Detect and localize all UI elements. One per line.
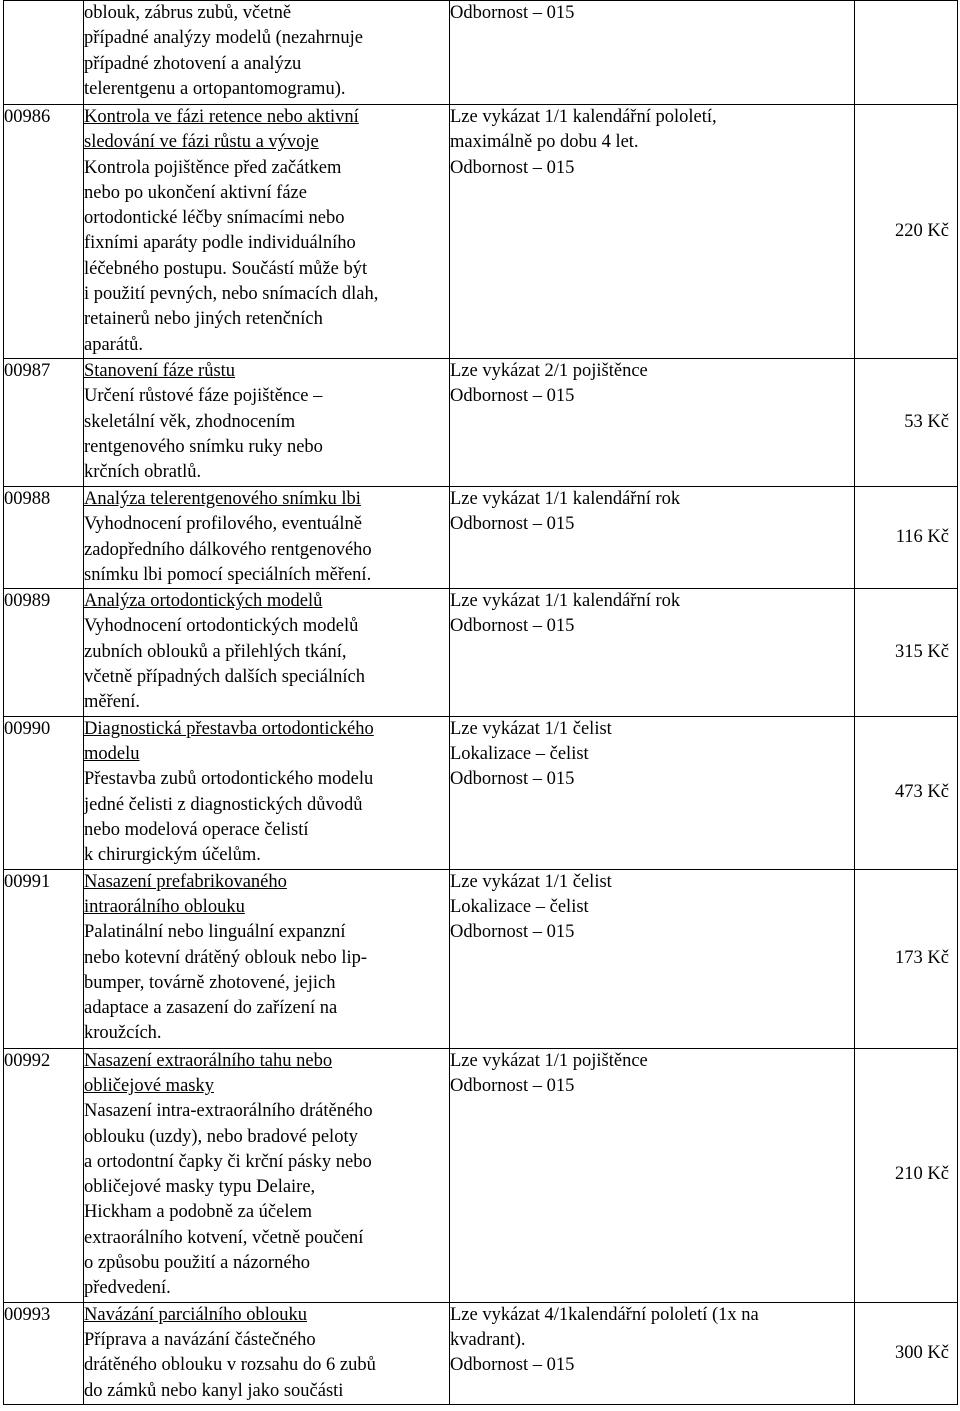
procedure-description-line: zadopředního dálkového rentgenového bbox=[84, 539, 372, 560]
procedure-description-line: aparátů. bbox=[84, 334, 144, 355]
procedure-description-line: nebo kotevní drátěný oblouk nebo lip- bbox=[84, 947, 368, 968]
billing-rule-line: Lze vykázat 1/1 pojištěnce bbox=[450, 1050, 648, 1071]
procedure-description-line: adaptace a zasazení do zařízení na bbox=[84, 998, 338, 1019]
fee-schedule-body bbox=[4, 1, 958, 1405]
table-row bbox=[4, 1, 958, 105]
procedure-price: 315 Kč bbox=[855, 589, 958, 716]
procedure-code: 00989 bbox=[4, 589, 84, 716]
procedure-description-line: retainerů nebo jiných retenčních bbox=[84, 309, 323, 330]
table-row bbox=[4, 1048, 958, 1302]
procedure-title-line: Stanovení fáze růstu bbox=[84, 360, 236, 381]
billing-rule-line: Lze vykázat 1/1 kalendářní rok bbox=[450, 488, 681, 509]
billing-rule-line: kvadrant). bbox=[450, 1329, 526, 1350]
procedure-description-line: fixními aparáty podle individuálního bbox=[84, 233, 356, 254]
billing-rule-line: Lze vykázat 1/1 čelist bbox=[450, 871, 612, 892]
procedure-code: 00993 bbox=[4, 1302, 84, 1404]
procedure-code: 00991 bbox=[4, 869, 84, 1048]
procedure-description-line: rentgenového snímku ruky nebo bbox=[84, 436, 323, 457]
procedure-description-line: nebo modelová operace čelistí bbox=[84, 819, 309, 840]
procedure-code: 00988 bbox=[4, 486, 84, 588]
billing-rule-line: Lze vykázat 2/1 pojištěnce bbox=[450, 360, 648, 381]
billing-rules bbox=[450, 1048, 855, 1302]
procedure-title-line: modelu bbox=[84, 743, 140, 764]
billing-rules bbox=[450, 358, 855, 486]
procedure-description-line: Palatinální nebo linguální expanzní bbox=[84, 922, 346, 943]
billing-rule-line: Lze vykázat 1/1 čelist bbox=[450, 718, 612, 739]
procedure-title-line: obličejové masky bbox=[84, 1075, 214, 1096]
billing-rule-line: Lokalizace – čelist bbox=[450, 743, 589, 764]
procedure-code bbox=[4, 1, 84, 105]
procedure-code: 00990 bbox=[4, 716, 84, 869]
table-row bbox=[4, 486, 958, 588]
procedure-description bbox=[84, 105, 450, 359]
billing-rule-line: Odbornost – 015 bbox=[450, 1075, 575, 1096]
procedure-title-line: Analýza telerentgenového snímku lbi bbox=[84, 488, 361, 509]
procedure-description bbox=[84, 1, 450, 105]
procedure-description-line: léčebného postupu. Součástí může být bbox=[84, 258, 368, 279]
procedure-description bbox=[84, 1048, 450, 1302]
procedure-code: 00992 bbox=[4, 1048, 84, 1302]
procedure-description bbox=[84, 589, 450, 716]
procedure-description-line: oblouk, zábrus zubů, včetně bbox=[84, 3, 292, 23]
procedure-code: 00986 bbox=[4, 105, 84, 359]
table-row bbox=[4, 358, 958, 486]
billing-rule-line: Odbornost – 015 bbox=[450, 922, 575, 943]
billing-rule-line: Odbornost – 015 bbox=[450, 769, 575, 790]
billing-rule-line: Odbornost – 015 bbox=[450, 1355, 575, 1376]
procedure-description-line: ortodontické léčby snímacími nebo bbox=[84, 208, 345, 229]
procedure-description bbox=[84, 1302, 450, 1404]
procedure-title-line: sledování ve fázi růstu a vývoje bbox=[84, 132, 319, 153]
procedure-description-line: předvedení. bbox=[84, 1278, 171, 1299]
procedure-description-line: obličejové masky typu Delaire, bbox=[84, 1177, 316, 1198]
procedure-description-line: Hickham a podobně za účelem bbox=[84, 1202, 313, 1223]
procedure-description bbox=[84, 716, 450, 869]
procedure-description-line: i použití pevných, nebo snímacích dlah, bbox=[84, 284, 379, 305]
procedure-price: 220 Kč bbox=[855, 105, 958, 359]
procedure-description-line: bumper, továrně zhotovené, jejich bbox=[84, 972, 336, 993]
procedure-code: 00987 bbox=[4, 358, 84, 486]
table-row bbox=[4, 869, 958, 1048]
procedure-title-line: Navázání parciálního oblouku bbox=[84, 1304, 307, 1325]
procedure-price: 210 Kč bbox=[855, 1048, 958, 1302]
billing-rule-line: Odbornost – 015 bbox=[450, 3, 575, 23]
procedure-price: 116 Kč bbox=[855, 486, 958, 588]
billing-rule-line: Lze vykázat 1/1 kalendářní rok bbox=[450, 591, 681, 612]
procedure-description-line: zubních oblouků a přilehlých tkání, bbox=[84, 641, 347, 662]
procedure-description-line: snímku lbi pomocí speciálních měření. bbox=[84, 564, 372, 585]
procedure-description-line: oblouku (uzdy), nebo bradové peloty bbox=[84, 1126, 358, 1147]
procedure-description-line: jedné čelisti z diagnostických důvodů bbox=[84, 794, 363, 815]
billing-rule-line: Odbornost – 015 bbox=[450, 616, 575, 637]
billing-rules bbox=[450, 486, 855, 588]
procedure-description-line: Kontrola pojištěnce před začátkem bbox=[84, 157, 342, 178]
table-row bbox=[4, 716, 958, 869]
procedure-description-line: měření. bbox=[84, 692, 140, 713]
billing-rules bbox=[450, 105, 855, 359]
billing-rules bbox=[450, 716, 855, 869]
procedure-price: 473 Kč bbox=[855, 716, 958, 869]
procedure-description-line: krčních obratlů. bbox=[84, 462, 202, 483]
billing-rules bbox=[450, 869, 855, 1048]
billing-rules bbox=[450, 1302, 855, 1404]
procedure-description-line: o způsobu použití a názorného bbox=[84, 1253, 311, 1274]
procedure-description-line: Nasazení intra-extraorálního drátěného bbox=[84, 1101, 373, 1122]
procedure-description bbox=[84, 486, 450, 588]
procedure-title-line: Kontrola ve fázi retence nebo aktivní bbox=[84, 107, 359, 127]
procedure-title-line: Nasazení extraorálního tahu nebo bbox=[84, 1050, 333, 1071]
procedure-description-line: drátěného oblouku v rozsahu do 6 zubů bbox=[84, 1355, 376, 1376]
procedure-price: 53 Kč bbox=[855, 358, 958, 486]
procedure-description-line: extraorálního kotvení, včetně poučení bbox=[84, 1227, 364, 1248]
procedure-description bbox=[84, 869, 450, 1048]
procedure-title-line: intraorálního oblouku bbox=[84, 896, 245, 917]
procedure-description-line: telerentgenu a ortopantomogramu). bbox=[84, 78, 346, 99]
procedure-description-line: do zámků nebo kanyl jako součásti bbox=[84, 1380, 344, 1401]
procedure-description-line: k chirurgickým účelům. bbox=[84, 845, 261, 866]
procedure-description-line: Vyhodnocení profilového, eventuálně bbox=[84, 514, 362, 535]
billing-rule-line: Odbornost – 015 bbox=[450, 157, 575, 178]
procedure-title-line: Nasazení prefabrikovaného bbox=[84, 871, 287, 892]
procedure-description-line: případné analýzy modelů (nezahrnuje bbox=[84, 28, 363, 49]
table-row bbox=[4, 1302, 958, 1404]
procedure-title-line: Diagnostická přestavba ortodontického bbox=[84, 718, 374, 739]
billing-rule-line: maximálně po dobu 4 let. bbox=[450, 132, 639, 153]
billing-rules bbox=[450, 589, 855, 716]
billing-rule-line: Odbornost – 015 bbox=[450, 386, 575, 407]
billing-rules bbox=[450, 1, 855, 105]
procedure-title-line: Analýza ortodontických modelů bbox=[84, 591, 323, 612]
procedure-description-line: včetně případných dalších speciálních bbox=[84, 667, 365, 688]
table-row bbox=[4, 589, 958, 716]
procedure-description-line: kroužcích. bbox=[84, 1023, 162, 1044]
procedure-price bbox=[855, 1, 958, 105]
procedure-description bbox=[84, 358, 450, 486]
billing-rule-line: Lze vykázat 1/1 kalendářní pololetí, bbox=[450, 107, 717, 127]
procedure-price: 173 Kč bbox=[855, 869, 958, 1048]
billing-rule-line: Lokalizace – čelist bbox=[450, 896, 589, 917]
procedure-description-line: případné zhotovení a analýzu bbox=[84, 53, 302, 74]
procedure-description-line: Přestavba zubů ortodontického modelu bbox=[84, 769, 374, 790]
procedure-description-line: nebo po ukončení aktivní fáze bbox=[84, 182, 307, 203]
procedure-price: 300 Kč bbox=[855, 1302, 958, 1404]
table-row bbox=[4, 105, 958, 359]
billing-rule-line: Odbornost – 015 bbox=[450, 514, 575, 535]
procedure-description-line: Vyhodnocení ortodontických modelů bbox=[84, 616, 359, 637]
fee-schedule-table bbox=[3, 0, 958, 1405]
billing-rule-line: Lze vykázat 4/1kalendářní pololetí (1x na bbox=[450, 1304, 759, 1325]
procedure-description-line: Příprava a navázání částečného bbox=[84, 1329, 316, 1350]
procedure-description-line: skeletální věk, zhodnocením bbox=[84, 411, 296, 432]
procedure-description-line: Určení růstové fáze pojištěnce – bbox=[84, 386, 323, 407]
procedure-description-line: a ortodontní čapky či krční pásky nebo bbox=[84, 1151, 372, 1172]
